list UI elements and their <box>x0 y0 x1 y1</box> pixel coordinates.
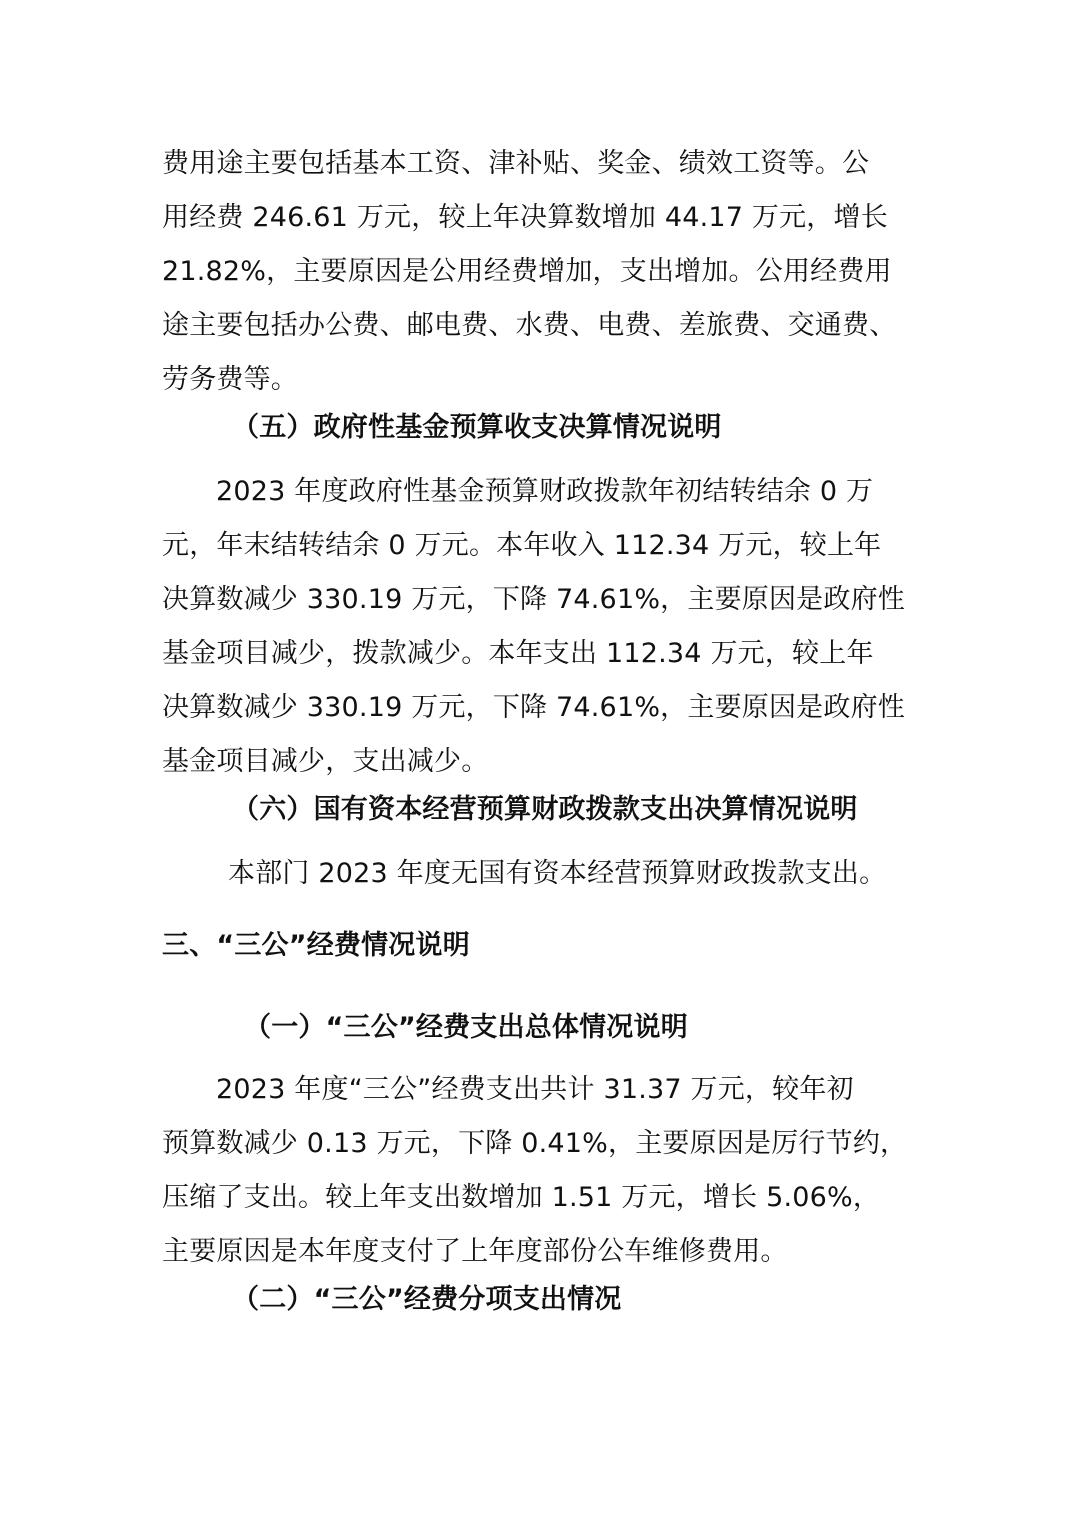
paragraph-line: 基金项目减少，支出减少。 <box>162 746 489 777</box>
paragraph-line: 预算数减少 0.13 万元，下降 0.41%，主要原因是厉行节约， <box>162 1128 908 1159</box>
paragraph-line: 基金项目减少，拨款减少。本年支出 112.34 万元，较上年 <box>162 638 874 669</box>
section-heading: （二）“三公”经费分项支出情况 <box>232 1284 622 1315</box>
paragraph-line: 元，年末结转结余 0 万元。本年收入 112.34 万元，较上年 <box>162 530 882 561</box>
paragraph-line: 决算数减少 330.19 万元，下降 74.61%，主要原因是政府性 <box>162 692 905 723</box>
paragraph-line: 主要原因是本年度支付了上年度部份公车维修费用。 <box>162 1236 788 1267</box>
paragraph-line: 21.82%，主要原因是公用经费增加，支出增加。公用经费用 <box>162 256 892 287</box>
paragraph-line: 2023 年度政府性基金预算财政拨款年初结转结余 0 万 <box>216 476 874 507</box>
paragraph-line: 本部门 2023 年度无国有资本经营预算财政拨款支出。 <box>228 858 887 889</box>
paragraph-line: 费用途主要包括基本工资、津补贴、奖金、绩效工资等。公 <box>162 148 870 179</box>
paragraph-line: 2023 年度“三公”经费支出共计 31.37 万元，较年初 <box>216 1074 854 1105</box>
paragraph-line: 压缩了支出。较上年支出数增加 1.51 万元，增长 5.06%， <box>162 1182 881 1213</box>
section-heading: （六）国有资本经营预算财政拨款支出决算情况说明 <box>232 794 858 825</box>
paragraph-line: 用经费 246.61 万元，较上年决算数增加 44.17 万元，增长 <box>162 202 888 233</box>
paragraph-line: 途主要包括办公费、邮电费、水费、电费、差旅费、交通费、 <box>162 310 897 341</box>
paragraph-line: 劳务费等。 <box>162 364 298 395</box>
section-heading: （五）政府性基金预算收支决算情况说明 <box>232 412 722 443</box>
section-heading: （一）“三公”经费支出总体情况说明 <box>244 1012 688 1043</box>
paragraph-line: 决算数减少 330.19 万元，下降 74.61%，主要原因是政府性 <box>162 584 905 615</box>
part-heading: 三、“三公”经费情况说明 <box>162 930 470 961</box>
